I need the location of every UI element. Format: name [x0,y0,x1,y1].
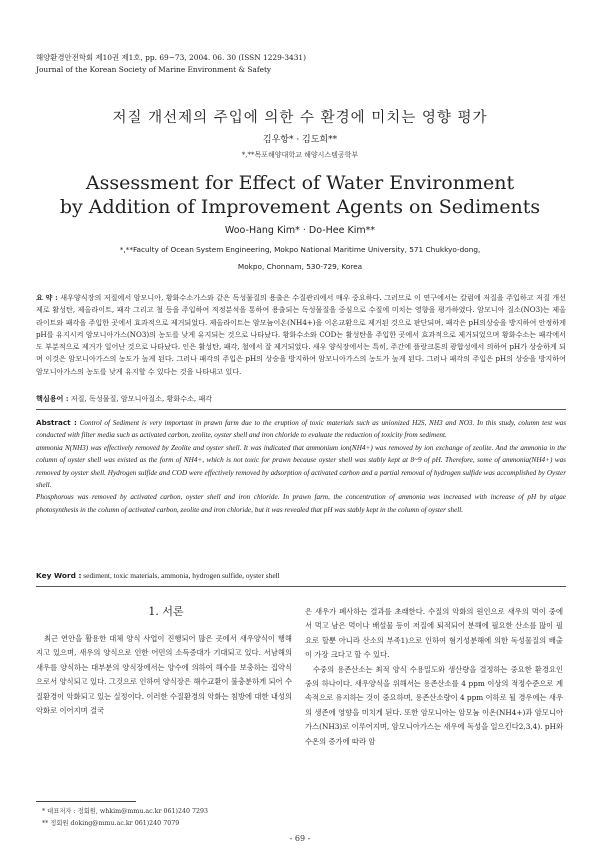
english-title-line2: by Addition of Improvement Agents on Sediments [59,196,541,218]
korean-abstract-text: 새우양식장의 저질에서 암모니아, 황화수소가스와 같은 독성물질의 용출은 수질관리에서 매우 중요하다. 그러므로 이 연구에서는 칼럼에 저질을 주입하고 저질 개선제로 활성탄, 제올라이트, 패각 그리고 철 등을 주입하여 적정분석을 통하여 용출되는 독성물질을 중심으로 수질에 미치는 영향을 평가하였다. 암모니아 질소(NO3)는 제올라이트와 패각을 주입한 곳에서 효과적으로 제거되었다. 제올라이트는 암모늄이온(NH4+)을 이온교환으로 제거된 것으로 판단되며, 패각은 pH의상승을 방지하여 안정하게 pH를 유지시켜 암모니아가스(NO3)의 농도를 낮게 유지되는 것으로 나타났다. 황화수소와 COD는 활성탄을 주입한 곳에서 효과적으로 제거되었으며 황화수소는 패각에서도 부분적으로 제거가 일어난 것으로 나타났다. 인은 활성탄, 패각, 철에서 잘 제거되었다. 새우 양식장에서는 특히, 주간에 플랑크톤의 광합성에서 의하여 pH가 상승하게 되며 이것은 암모니아가스의 농도가 높게 된다. 그러나 패각의 주입은 pH의 상승을 방지하여 암모니아가스의 농도가 높게 된다. 그러나 패각의 주입은 pH의 상승을 방지하여 암모니아가스의 농도를 낮게 유지할 수 있다는 것을 나타내고 있다. [36,293,566,376]
english-keywords-text: sediment, toxic materials, ammonia, hydrogen sulfide, oyster shell [83,571,280,580]
body-left-paragraph: 최근 연안을 활용한 대체 양식 사업이 진행되어 많은 곳에서 새우양식이 행해지고 있으며, 새우의 양식으로 인한 어민의 소득증대가 기대되고 있다. 서남해의 새우를 양식하는 대부분의 양식장에서는 양수에 의하여 해수를 보충하는 집약식으로서 양식되고 있다. 그것으로 인하여 양식장은 해수교환이 불충분하게 되어 수질환경이 악화되고 있는 실정이다. 이러한 수질환경의 악화는 침방에 대한 내성의 악화로 이어지며 결국 [36,634,292,716]
english-abstract [36,417,566,516]
footnote-1: * 대표저자 : 정회원, whkim@mmu.ac.kr 061)240 7293 [42,808,209,815]
english-abstract-para1: Control of Sediment is very important in prawn farm due to the eruption of toxic materials such as unionized H2S, NH3 and NO3. In this study, column test was conducted with filter media such as activated carbon, zeolite, oyster shell and iron chloride to evaluate the reduction of toxicity from sediment. [36,419,567,440]
section-heading: 1. 서론 [148,605,184,618]
korean-authors: 김우항* · 김도희** [262,135,338,145]
english-affiliation-line2: Mokpo, Chonnam, 530-729, Korea [237,262,363,271]
korean-affiliation: *,**목포해양대학교 해양시스템공학부 [241,151,359,159]
footnote-rule [36,801,136,802]
journal-name: Journal of the Korean Society of Marine Environment & Safety [36,65,272,74]
korean-title: 저질 개선제의 주입에 의한 수 환경에 미치는 영향 평가 [112,110,488,126]
english-affiliation [0,241,600,275]
korean-abstract-label: 요 약 : [36,293,58,302]
english-title [0,171,600,219]
divider-top [36,409,566,410]
divider-bottom [36,586,566,587]
english-abstract-label: Abstract : [36,418,77,427]
body-left-column [36,632,292,718]
english-abstract-para3: Phosphorous was removed by activated carbon, oyster shell and iron chloride. In prawn farm, the concentration of ammonia was increased with increase of pH by algae photosynthesis in the column of activated carbon, zeolite and iron chloride, but it was revealed that pH was stably kept in the column of oyster shell. [36,493,566,514]
footnote-2: ** 정회원 doking@mmu.ac.kr 061)240 7079 [42,820,180,827]
english-abstract-para2: ammonia N(NH3) was effectively removed by Zeolite and oyster shell. It was indicated that ammonium ion(NH4+) was removed by ion exchange of zeolite. And the ammonia in the column of oyster shell was existed as the form of NH4+, which is not toxic for prawn because oyster shell was stably kept at 8~9 of pH. Therefore, some of ammonia(NH4+) was removed by oyster shell. Hydrogen sulfide and COD were effectively removed by adsorption of activated carbon and a partial removal of hydrogen sulfide was accomplished by Oyster shell. [36,443,566,490]
korean-keywords-label: 핵심용어 : [36,394,69,403]
body-right-column [305,605,563,749]
english-keywords-label: Key Word : [36,571,82,580]
body-right-paragraph-1: 은 새우가 폐사하는 결과를 초래한다. 수질의 악화의 원인으로 새우의 먹이 중에서 먹고 남은 먹이나 배설물 등이 저질에 퇴적되어 분해에 필요한 산소를 많이 필요로 할뿐 아니라 산소의 부족1)으로 인하여 혐기성분해에 의한 독성물질의 배출이 가장 크다고 할 수 있다. [305,607,563,660]
journal-citation: 해양환경안전학회 제10권 제1호, pp. 69~73, 2004. 06. 30 (ISSN 1229-3431) [36,53,307,62]
english-title-line1: Assessment for Effect of Water Environment [85,172,515,194]
korean-abstract [36,292,566,378]
korean-keywords [36,394,566,404]
body-right-paragraph-2: 수중의 용존산소는 최적 양식 수용밀도와 생산량을 결정하는 중요한 환경요인 중의 하나이다. 새우양식을 위해서는 용존산소를 4 ppm 이상의 적정수준으로 계속적으로 유지하는 것이 중요하며, 용존산소량이 4 ppm 이하로 될 경우에는 새우의 생존에 영향을 미치게 된다. 또한 암모니아는 암모늄 이온(NH4+)과 암모니아가스(NH3)로 이루어지며, 암모니아가스는 새우에 독성을 일으킨다2,3,4). pH와 수온의 증가에 따라 암 [305,664,563,746]
english-keywords [36,571,566,580]
english-affiliation-line1: *,**Faculty of Ocean System Engineering, Mokpo National Maritime University, 571 Chukkyo-dong, [119,245,481,254]
korean-keywords-text: 저질, 독성물질, 암모니아질소, 황화수소, 패각 [70,394,213,403]
english-authors: Woo-Hang Kim* · Do-Hee Kim** [224,225,376,236]
page-number: - 69 - [289,834,311,843]
